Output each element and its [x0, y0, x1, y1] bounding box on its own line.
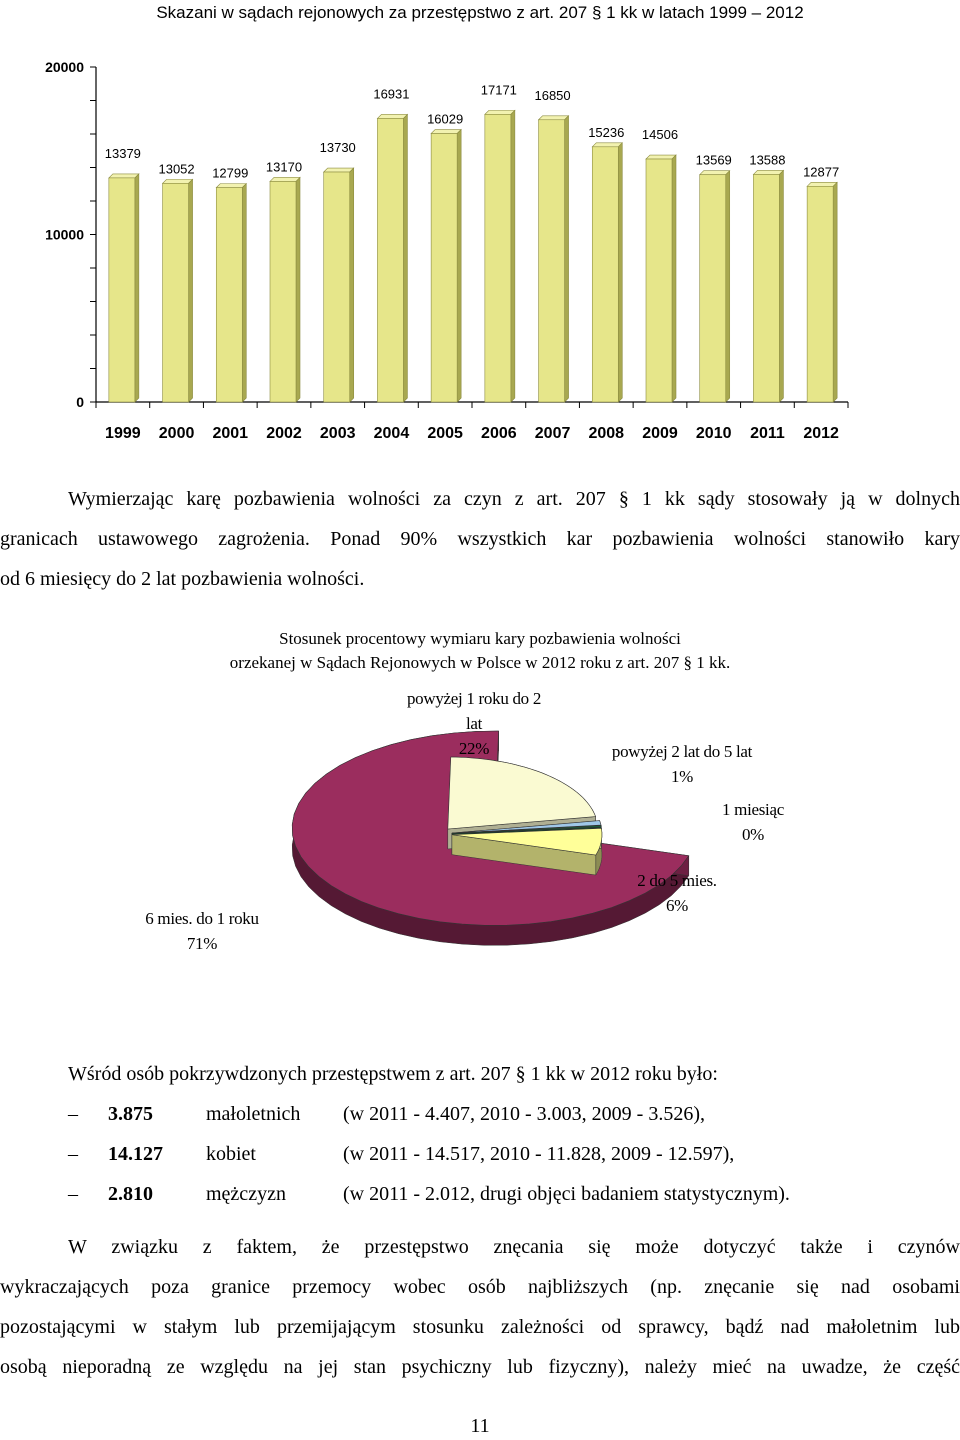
pie-label-text: powyżej 1 roku do 2 [406, 689, 542, 708]
pie-title-line: Stosunek procentowy wymiaru kary pozbawienia wolności [279, 629, 681, 648]
paragraph-context [0, 1227, 960, 1387]
bar-data-label: 13588 [749, 152, 786, 168]
pie-label-6mto1y [122, 906, 282, 956]
victims-intro-text: Wśród osób pokrzywdzonych przestępstwem z art. 207 § 1 kk w 2012 roku było: [68, 1063, 718, 1085]
pie-label-2to5m [612, 868, 742, 918]
x-tick-label: 2004 [373, 425, 410, 442]
list-number: 2.810 [108, 1183, 153, 1205]
paragraph-line: Wymierzając karę pozbawienia wolności za czyn z art. 207 § 1 kk sądy stosowały ją w dolnych [68, 488, 960, 510]
paragraph-line: osobą nieporadną ze względu na jej stan psychiczny lub fizyczny), należy mieć na uwadze, że część [0, 1356, 960, 1378]
pie-label-text: 6 mies. do 1 roku [145, 909, 259, 928]
bar-data-label: 16931 [373, 86, 410, 102]
bar-data-label: 16850 [534, 87, 571, 103]
bar-data-label: 13052 [158, 161, 195, 177]
list-comparison: (w 2011 - 2.012, drugi objęci badaniem statystycznym). [343, 1183, 790, 1205]
list-comparison: (w 2011 - 14.517, 2010 - 11.828, 2009 - 12.597), [343, 1143, 735, 1165]
pie-label-text: lat [465, 714, 483, 733]
x-tick-label: 2006 [481, 425, 517, 442]
pie-label-value: 71% [186, 934, 218, 953]
bar-data-label: 13569 [695, 152, 732, 168]
pie-label-value: 0% [741, 825, 765, 844]
list-category: kobiet [206, 1143, 256, 1165]
x-tick-label: 2003 [319, 425, 356, 442]
bar-data-label: 13730 [319, 140, 356, 156]
pie-label-value: 1% [670, 767, 694, 786]
pie-label-text: powyżej 2 lat do 5 lat [611, 742, 753, 761]
paragraph-line: W związku z faktem, że przestępstwo znęcania się może dotyczyć także i czynów [68, 1236, 960, 1258]
pie-label-value: 22% [458, 739, 490, 758]
x-tick-label: 2001 [212, 425, 249, 442]
list-item [0, 1094, 960, 1134]
x-tick-label: 2008 [588, 425, 625, 442]
bar-chart-title: Skazani w sądach rejonowych za przestępstwo z art. 207 § 1 kk w latach 1999 – 2012 [156, 3, 804, 22]
list-dash: – [68, 1103, 78, 1125]
list-comparison: (w 2011 - 4.407, 2010 - 3.003, 2009 - 3.526), [343, 1103, 706, 1125]
pie-label-2to5y [582, 739, 782, 789]
x-tick-label: 2002 [266, 425, 302, 442]
list-number: 3.875 [108, 1103, 153, 1125]
pie-label-value: 6% [665, 896, 689, 915]
list-number: 14.127 [108, 1143, 163, 1165]
x-tick-label: 2010 [695, 425, 732, 442]
pie-label-1m [688, 797, 818, 847]
x-tick-label: 2007 [534, 425, 571, 442]
bar-data-label: 16029 [427, 111, 464, 127]
paragraph-line: pozostającymi w stałym lub przemijającym stosunku zależności od sprawcy, bądź nad małoletnim lub [0, 1316, 960, 1338]
x-tick-label: 2011 [750, 425, 785, 442]
bar-data-label: 13379 [104, 145, 141, 161]
bar-data-label: 17171 [480, 82, 517, 98]
list-item [0, 1134, 960, 1174]
pie-label-text: 1 miesiąc [722, 800, 784, 819]
x-tick-label: 2009 [642, 425, 678, 442]
list-item [0, 1174, 960, 1214]
list-dash: – [68, 1143, 78, 1165]
pie-label-1to2y [374, 686, 574, 761]
victims-intro [0, 1054, 960, 1094]
pie-label-text: 2 do 5 mies. [637, 871, 717, 890]
x-tick-label: 2012 [803, 425, 839, 442]
paragraph-line: wykraczających poza granice przemocy wobec osób najbliższych (np. znęcanie się nad osobami [0, 1276, 960, 1298]
y-tick-label: 0 [76, 394, 84, 410]
bar-data-label: 12877 [803, 164, 840, 180]
list-category: mężczyzn [206, 1183, 286, 1205]
x-tick-label: 2005 [427, 425, 463, 442]
list-category: małoletnich [206, 1103, 301, 1125]
x-tick-label: 2000 [158, 425, 195, 442]
paragraph-line: od 6 miesięcy do 2 lat pozbawienia wolności. [0, 568, 365, 590]
y-tick-label: 10000 [45, 226, 84, 243]
list-dash: – [68, 1183, 78, 1205]
paragraph-line: granicach ustawowego zagrożenia. Ponad 90% wszystkich kar pozbawienia wolności stanowiło kary [0, 528, 960, 550]
page-number: 11 [470, 1415, 490, 1437]
y-tick-label: 20000 [45, 59, 84, 75]
x-tick-label: 1999 [105, 425, 141, 442]
bar-data-label: 14506 [641, 127, 679, 143]
bar-data-label: 12799 [212, 165, 249, 181]
pie-title-line: orzekanej w Sądach Rejonowych w Polsce w 2012 roku z art. 207 § 1 kk. [229, 653, 731, 672]
bar-data-label: 15236 [588, 124, 625, 140]
bar-data-label: 13170 [265, 159, 303, 175]
